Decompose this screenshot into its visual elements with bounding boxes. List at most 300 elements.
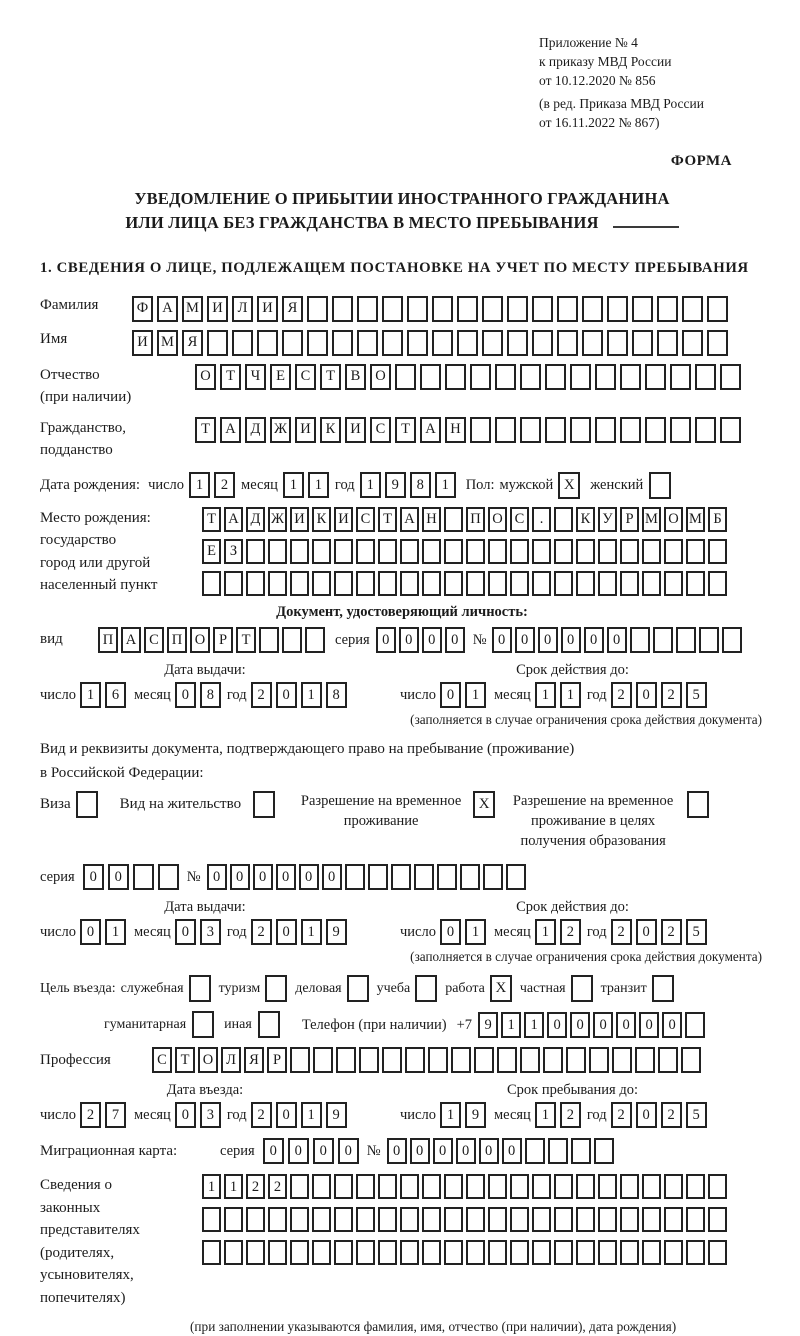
char-cell[interactable] [428, 1047, 448, 1073]
char-cell[interactable]: 0 [502, 1138, 522, 1164]
char-cell[interactable]: 8 [200, 682, 221, 708]
char-cell[interactable]: А [224, 507, 243, 532]
char-cell[interactable]: 0 [584, 627, 604, 653]
char-cell[interactable] [598, 1207, 617, 1232]
char-cell[interactable]: 0 [515, 627, 535, 653]
char-cell[interactable] [686, 571, 705, 596]
char-cell[interactable] [695, 417, 716, 443]
char-cell[interactable] [532, 1207, 551, 1232]
char-cell[interactable] [246, 1207, 265, 1232]
char-cell[interactable] [488, 539, 507, 564]
char-cell[interactable]: 0 [299, 864, 319, 890]
char-cell[interactable] [202, 571, 221, 596]
char-cell[interactable] [282, 330, 303, 356]
char-cell[interactable]: 0 [288, 1138, 309, 1164]
char-cell[interactable] [444, 1207, 463, 1232]
char-cell[interactable]: И [257, 296, 278, 322]
char-cell[interactable]: 0 [570, 1012, 590, 1038]
char-cell[interactable] [532, 1174, 551, 1199]
char-cell[interactable] [557, 330, 578, 356]
char-cell[interactable]: 0 [479, 1138, 499, 1164]
char-cell[interactable]: 0 [636, 919, 657, 945]
char-cell[interactable]: А [400, 507, 419, 532]
char-cell[interactable] [720, 364, 741, 390]
char-cell[interactable] [224, 1207, 243, 1232]
purpose-tourism-checkbox[interactable] [265, 975, 287, 1002]
char-cell[interactable]: Ф [132, 296, 153, 322]
char-cell[interactable]: 0 [313, 1138, 334, 1164]
char-cell[interactable]: 0 [607, 627, 627, 653]
char-cell[interactable]: 1 [535, 682, 556, 708]
char-cell[interactable]: А [157, 296, 178, 322]
char-cell[interactable] [336, 1047, 356, 1073]
char-cell[interactable]: 2 [560, 919, 581, 945]
char-cell[interactable]: Б [708, 507, 727, 532]
char-cell[interactable]: 1 [560, 682, 581, 708]
char-cell[interactable] [607, 330, 628, 356]
char-cell[interactable]: К [320, 417, 341, 443]
char-cell[interactable]: Д [245, 417, 266, 443]
char-cell[interactable] [664, 1207, 683, 1232]
temp-residence-checkbox[interactable]: X [473, 791, 495, 818]
char-cell[interactable] [391, 864, 411, 890]
char-cell[interactable]: 1 [360, 472, 381, 498]
char-cell[interactable] [466, 571, 485, 596]
char-cell[interactable]: Я [244, 1047, 264, 1073]
char-cell[interactable] [532, 330, 553, 356]
char-cell[interactable] [357, 330, 378, 356]
char-cell[interactable] [620, 417, 641, 443]
char-cell[interactable] [444, 571, 463, 596]
char-cell[interactable]: 1 [301, 919, 322, 945]
char-cell[interactable] [576, 1174, 595, 1199]
char-cell[interactable]: 1 [283, 472, 304, 498]
char-cell[interactable] [488, 1207, 507, 1232]
char-cell[interactable]: Е [270, 364, 291, 390]
char-cell[interactable]: 1 [189, 472, 210, 498]
char-cell[interactable] [598, 571, 617, 596]
char-cell[interactable] [670, 417, 691, 443]
char-cell[interactable] [460, 864, 480, 890]
char-cell[interactable]: А [220, 417, 241, 443]
char-cell[interactable] [457, 296, 478, 322]
char-cell[interactable]: 1 [501, 1012, 521, 1038]
char-cell[interactable] [444, 1240, 463, 1265]
char-cell[interactable] [290, 1207, 309, 1232]
char-cell[interactable]: 2 [611, 682, 632, 708]
char-cell[interactable] [290, 571, 309, 596]
char-cell[interactable] [432, 296, 453, 322]
char-cell[interactable]: 1 [535, 1102, 556, 1128]
char-cell[interactable] [432, 330, 453, 356]
char-cell[interactable]: И [132, 330, 153, 356]
char-cell[interactable] [422, 1174, 441, 1199]
char-cell[interactable]: Т [395, 417, 416, 443]
char-cell[interactable]: Я [182, 330, 203, 356]
char-cell[interactable]: 1 [224, 1174, 243, 1199]
char-cell[interactable]: П [167, 627, 187, 653]
char-cell[interactable] [359, 1047, 379, 1073]
char-cell[interactable] [686, 1207, 705, 1232]
char-cell[interactable]: Р [620, 507, 639, 532]
char-cell[interactable]: Ч [245, 364, 266, 390]
char-cell[interactable] [664, 1240, 683, 1265]
char-cell[interactable]: К [576, 507, 595, 532]
purpose-private-checkbox[interactable] [571, 975, 593, 1002]
char-cell[interactable]: 0 [253, 864, 273, 890]
char-cell[interactable] [576, 1240, 595, 1265]
char-cell[interactable]: 2 [661, 1102, 682, 1128]
char-cell[interactable] [510, 1207, 529, 1232]
char-cell[interactable]: М [157, 330, 178, 356]
char-cell[interactable] [407, 330, 428, 356]
char-cell[interactable] [305, 627, 325, 653]
char-cell[interactable]: 1 [202, 1174, 221, 1199]
char-cell[interactable] [607, 296, 628, 322]
char-cell[interactable]: 0 [410, 1138, 430, 1164]
char-cell[interactable]: 9 [385, 472, 406, 498]
char-cell[interactable]: Д [246, 507, 265, 532]
sex-male-checkbox[interactable]: X [558, 472, 580, 499]
char-cell[interactable] [356, 1240, 375, 1265]
char-cell[interactable] [378, 1174, 397, 1199]
char-cell[interactable] [356, 1174, 375, 1199]
char-cell[interactable] [595, 417, 616, 443]
char-cell[interactable] [506, 864, 526, 890]
char-cell[interactable]: Т [320, 364, 341, 390]
char-cell[interactable] [510, 571, 529, 596]
char-cell[interactable] [400, 539, 419, 564]
char-cell[interactable] [466, 1207, 485, 1232]
char-cell[interactable]: 2 [246, 1174, 265, 1199]
char-cell[interactable]: Т [236, 627, 256, 653]
char-cell[interactable] [507, 330, 528, 356]
char-cell[interactable]: А [121, 627, 141, 653]
char-cell[interactable]: М [642, 507, 661, 532]
char-cell[interactable]: 0 [433, 1138, 453, 1164]
char-cell[interactable] [507, 296, 528, 322]
char-cell[interactable] [232, 330, 253, 356]
char-cell[interactable] [658, 1047, 678, 1073]
char-cell[interactable]: 0 [662, 1012, 682, 1038]
char-cell[interactable]: 9 [478, 1012, 498, 1038]
char-cell[interactable] [334, 1174, 353, 1199]
char-cell[interactable] [632, 296, 653, 322]
char-cell[interactable] [444, 1174, 463, 1199]
char-cell[interactable]: 0 [276, 864, 296, 890]
char-cell[interactable] [268, 539, 287, 564]
char-cell[interactable]: 0 [276, 682, 297, 708]
purpose-other-checkbox[interactable] [258, 1011, 280, 1038]
char-cell[interactable]: 0 [175, 1102, 196, 1128]
char-cell[interactable] [444, 539, 463, 564]
char-cell[interactable] [257, 330, 278, 356]
char-cell[interactable] [620, 1174, 639, 1199]
char-cell[interactable] [312, 1240, 331, 1265]
char-cell[interactable] [268, 571, 287, 596]
char-cell[interactable] [497, 1047, 517, 1073]
char-cell[interactable]: Т [378, 507, 397, 532]
char-cell[interactable]: 2 [251, 919, 272, 945]
char-cell[interactable]: 7 [105, 1102, 126, 1128]
char-cell[interactable] [378, 571, 397, 596]
char-cell[interactable] [670, 364, 691, 390]
char-cell[interactable] [620, 571, 639, 596]
char-cell[interactable] [570, 417, 591, 443]
char-cell[interactable] [707, 296, 728, 322]
char-cell[interactable] [620, 1207, 639, 1232]
char-cell[interactable] [457, 330, 478, 356]
char-cell[interactable]: Л [232, 296, 253, 322]
char-cell[interactable] [520, 1047, 540, 1073]
char-cell[interactable] [495, 417, 516, 443]
char-cell[interactable]: 0 [175, 682, 196, 708]
char-cell[interactable] [405, 1047, 425, 1073]
char-cell[interactable]: 0 [616, 1012, 636, 1038]
char-cell[interactable]: 0 [263, 1138, 284, 1164]
char-cell[interactable] [653, 627, 673, 653]
char-cell[interactable]: 3 [200, 919, 221, 945]
purpose-business-checkbox[interactable] [347, 975, 369, 1002]
char-cell[interactable] [312, 571, 331, 596]
char-cell[interactable]: С [370, 417, 391, 443]
char-cell[interactable]: 2 [251, 1102, 272, 1128]
char-cell[interactable]: Е [202, 539, 221, 564]
char-cell[interactable] [642, 571, 661, 596]
char-cell[interactable]: 0 [561, 627, 581, 653]
char-cell[interactable] [378, 1240, 397, 1265]
char-cell[interactable]: 0 [593, 1012, 613, 1038]
char-cell[interactable] [682, 296, 703, 322]
char-cell[interactable] [686, 1174, 705, 1199]
char-cell[interactable] [708, 1174, 727, 1199]
char-cell[interactable] [620, 539, 639, 564]
char-cell[interactable] [488, 1174, 507, 1199]
char-cell[interactable] [554, 1207, 573, 1232]
char-cell[interactable] [466, 1240, 485, 1265]
char-cell[interactable]: 2 [611, 1102, 632, 1128]
char-cell[interactable]: С [510, 507, 529, 532]
char-cell[interactable] [664, 1174, 683, 1199]
char-cell[interactable]: О [664, 507, 683, 532]
char-cell[interactable]: 1 [105, 919, 126, 945]
char-cell[interactable]: 0 [636, 682, 657, 708]
char-cell[interactable] [695, 364, 716, 390]
char-cell[interactable]: Ж [270, 417, 291, 443]
char-cell[interactable]: 2 [268, 1174, 287, 1199]
char-cell[interactable] [645, 417, 666, 443]
char-cell[interactable]: Т [195, 417, 216, 443]
char-cell[interactable] [290, 1047, 310, 1073]
char-cell[interactable] [378, 539, 397, 564]
char-cell[interactable]: 9 [465, 1102, 486, 1128]
char-cell[interactable]: 0 [636, 1102, 657, 1128]
temp-residence-edu-checkbox[interactable] [687, 791, 709, 818]
char-cell[interactable] [632, 330, 653, 356]
char-cell[interactable] [594, 1138, 614, 1164]
char-cell[interactable] [482, 330, 503, 356]
char-cell[interactable]: 0 [387, 1138, 407, 1164]
char-cell[interactable]: В [345, 364, 366, 390]
char-cell[interactable]: Н [422, 507, 441, 532]
char-cell[interactable]: 8 [410, 472, 431, 498]
char-cell[interactable] [407, 296, 428, 322]
char-cell[interactable]: Т [202, 507, 221, 532]
char-cell[interactable] [664, 539, 683, 564]
char-cell[interactable] [657, 330, 678, 356]
char-cell[interactable]: 0 [80, 919, 101, 945]
char-cell[interactable]: 1 [301, 1102, 322, 1128]
char-cell[interactable] [312, 539, 331, 564]
char-cell[interactable] [422, 571, 441, 596]
char-cell[interactable]: 2 [214, 472, 235, 498]
char-cell[interactable]: 2 [80, 1102, 101, 1128]
char-cell[interactable]: И [290, 507, 309, 532]
char-cell[interactable]: 1 [524, 1012, 544, 1038]
char-cell[interactable] [532, 571, 551, 596]
purpose-transit-checkbox[interactable] [652, 975, 674, 1002]
char-cell[interactable] [334, 539, 353, 564]
char-cell[interactable] [630, 627, 650, 653]
char-cell[interactable]: О [195, 364, 216, 390]
char-cell[interactable]: П [466, 507, 485, 532]
char-cell[interactable] [566, 1047, 586, 1073]
char-cell[interactable]: 1 [465, 682, 486, 708]
char-cell[interactable] [554, 539, 573, 564]
char-cell[interactable]: 5 [686, 682, 707, 708]
char-cell[interactable] [395, 364, 416, 390]
char-cell[interactable]: 2 [661, 919, 682, 945]
char-cell[interactable]: Л [221, 1047, 241, 1073]
char-cell[interactable]: О [488, 507, 507, 532]
char-cell[interactable] [356, 539, 375, 564]
char-cell[interactable] [545, 417, 566, 443]
char-cell[interactable] [681, 1047, 701, 1073]
char-cell[interactable]: 8 [326, 682, 347, 708]
visa-checkbox[interactable] [76, 791, 98, 818]
char-cell[interactable]: Т [175, 1047, 195, 1073]
char-cell[interactable] [332, 296, 353, 322]
char-cell[interactable] [554, 1174, 573, 1199]
char-cell[interactable]: 1 [308, 472, 329, 498]
char-cell[interactable] [290, 539, 309, 564]
char-cell[interactable]: 0 [276, 919, 297, 945]
char-cell[interactable] [598, 1240, 617, 1265]
char-cell[interactable] [642, 1174, 661, 1199]
char-cell[interactable] [686, 1240, 705, 1265]
char-cell[interactable] [488, 1240, 507, 1265]
char-cell[interactable] [282, 627, 302, 653]
char-cell[interactable] [357, 296, 378, 322]
char-cell[interactable] [400, 571, 419, 596]
char-cell[interactable]: 0 [422, 627, 442, 653]
char-cell[interactable] [642, 539, 661, 564]
char-cell[interactable]: И [207, 296, 228, 322]
char-cell[interactable] [510, 539, 529, 564]
char-cell[interactable] [557, 296, 578, 322]
char-cell[interactable] [545, 364, 566, 390]
char-cell[interactable]: 2 [661, 682, 682, 708]
char-cell[interactable] [470, 417, 491, 443]
char-cell[interactable] [313, 1047, 333, 1073]
char-cell[interactable] [378, 1207, 397, 1232]
char-cell[interactable] [268, 1207, 287, 1232]
char-cell[interactable] [532, 1240, 551, 1265]
char-cell[interactable] [510, 1174, 529, 1199]
char-cell[interactable] [246, 539, 265, 564]
purpose-official-checkbox[interactable] [189, 975, 211, 1002]
char-cell[interactable] [612, 1047, 632, 1073]
char-cell[interactable] [312, 1174, 331, 1199]
char-cell[interactable] [158, 864, 179, 890]
char-cell[interactable] [582, 296, 603, 322]
char-cell[interactable] [382, 296, 403, 322]
char-cell[interactable] [722, 627, 742, 653]
char-cell[interactable] [224, 1240, 243, 1265]
char-cell[interactable] [332, 330, 353, 356]
char-cell[interactable]: С [152, 1047, 172, 1073]
char-cell[interactable] [708, 1207, 727, 1232]
char-cell[interactable]: Р [213, 627, 233, 653]
char-cell[interactable]: 1 [435, 472, 456, 498]
char-cell[interactable] [582, 330, 603, 356]
char-cell[interactable]: 0 [492, 627, 512, 653]
char-cell[interactable]: 9 [326, 1102, 347, 1128]
char-cell[interactable] [334, 1207, 353, 1232]
char-cell[interactable] [483, 864, 503, 890]
char-cell[interactable] [133, 864, 154, 890]
char-cell[interactable] [422, 539, 441, 564]
char-cell[interactable] [307, 330, 328, 356]
char-cell[interactable] [686, 539, 705, 564]
char-cell[interactable]: М [686, 507, 705, 532]
char-cell[interactable] [620, 1240, 639, 1265]
char-cell[interactable] [224, 571, 243, 596]
char-cell[interactable]: С [144, 627, 164, 653]
char-cell[interactable]: О [370, 364, 391, 390]
char-cell[interactable] [708, 539, 727, 564]
char-cell[interactable] [554, 571, 573, 596]
char-cell[interactable] [548, 1138, 568, 1164]
char-cell[interactable] [482, 296, 503, 322]
char-cell[interactable] [520, 364, 541, 390]
char-cell[interactable] [598, 539, 617, 564]
char-cell[interactable]: 0 [322, 864, 342, 890]
sex-female-checkbox[interactable] [649, 472, 671, 499]
char-cell[interactable]: 0 [399, 627, 419, 653]
char-cell[interactable] [576, 571, 595, 596]
char-cell[interactable]: 0 [175, 919, 196, 945]
char-cell[interactable] [685, 1012, 705, 1038]
char-cell[interactable] [334, 571, 353, 596]
char-cell[interactable] [589, 1047, 609, 1073]
char-cell[interactable] [345, 864, 365, 890]
char-cell[interactable] [400, 1207, 419, 1232]
char-cell[interactable] [642, 1240, 661, 1265]
char-cell[interactable] [334, 1240, 353, 1265]
char-cell[interactable]: 0 [547, 1012, 567, 1038]
char-cell[interactable] [635, 1047, 655, 1073]
char-cell[interactable]: . [532, 507, 551, 532]
char-cell[interactable]: 0 [376, 627, 396, 653]
char-cell[interactable]: С [295, 364, 316, 390]
char-cell[interactable] [246, 1240, 265, 1265]
char-cell[interactable] [356, 1207, 375, 1232]
char-cell[interactable] [543, 1047, 563, 1073]
char-cell[interactable] [420, 364, 441, 390]
char-cell[interactable]: Н [445, 417, 466, 443]
char-cell[interactable] [382, 330, 403, 356]
